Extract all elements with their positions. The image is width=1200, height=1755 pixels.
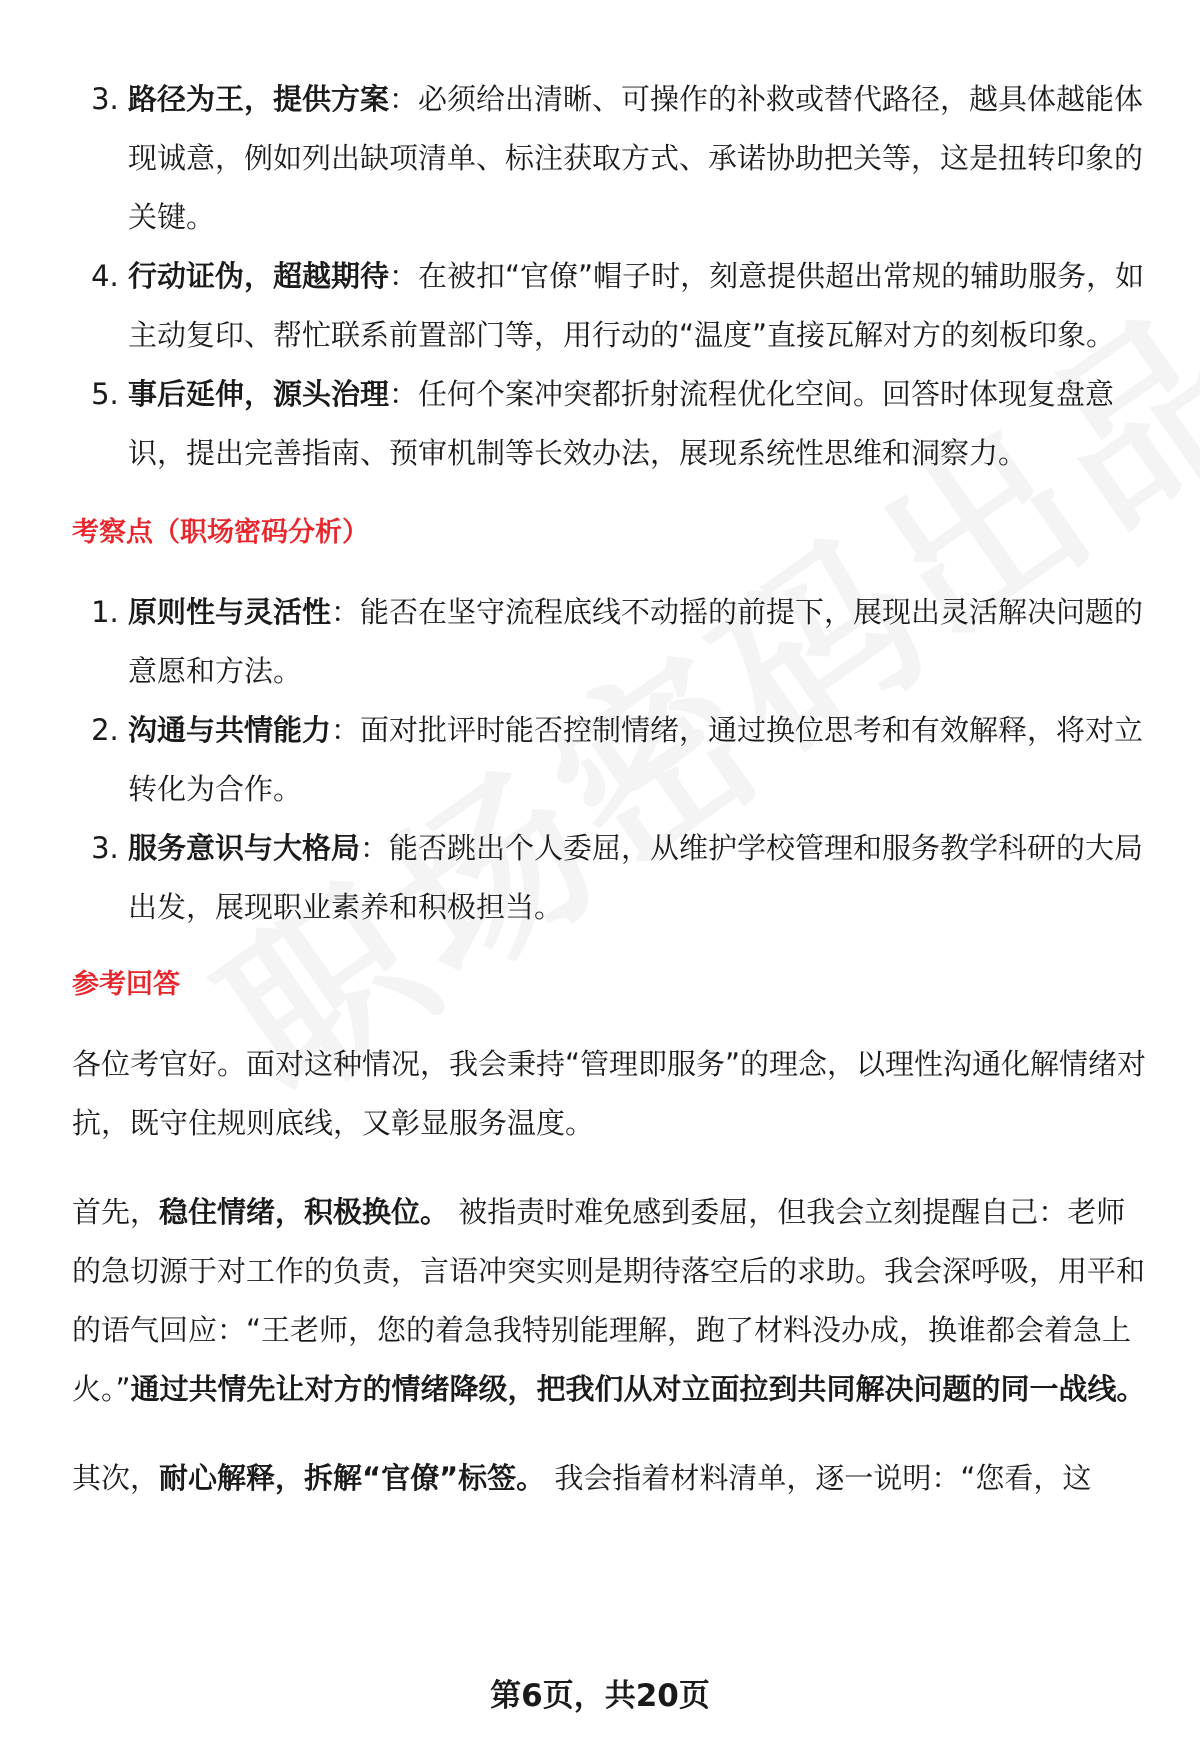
answer-heading: 参考回答 xyxy=(72,969,180,1000)
list-item-text: 必须给出清晰、可操作的补救或替代路径，越具体越能体现诚意，例如列出缺项清单、标注获取方式、承诺协助把关等，这是扭转印象的关键。 xyxy=(128,82,1144,234)
para-text: 被指责时难免感到委屈，但我会立刻提醒自己：老师的急切源于对工作的负责，言语冲突实则是期待落空后的求助。我会深呼吸，用平和的语气回应：“王老师，您的着急我特别能理解，跑了材料没办成，换谁都会着急上火。” xyxy=(72,1195,1146,1406)
document-body xyxy=(72,70,1152,1538)
list-item xyxy=(128,247,1152,365)
list-item-sep: ： xyxy=(360,831,390,865)
answer-intro: 各位考官好。面对这种情况，我会秉持“管理即服务”的理念，以理性沟通化解情绪对抗，既守住规则底线，又彰显服务温度。 xyxy=(72,1047,1147,1140)
criteria-heading: 考察点（职场密码分析） xyxy=(72,517,369,548)
list-item-title: 事后延伸，源头治理 xyxy=(128,377,390,411)
list-item xyxy=(128,365,1152,483)
list-item-title: 原则性与灵活性 xyxy=(128,595,332,629)
list-item-sep: ： xyxy=(389,259,419,293)
para-lead: 其次， xyxy=(72,1461,160,1495)
para-bold-lead: 稳住情绪，积极换位。 xyxy=(159,1195,450,1229)
list-item-text: 能否跳出个人委屈，从维护学校管理和服务教学科研的大局出发，展现职业素养和积极担当。 xyxy=(128,831,1144,924)
list-item-title: 沟通与共情能力 xyxy=(128,713,332,747)
para-bold-lead: 耐心解释，拆解“官僚”标签。 xyxy=(159,1461,546,1495)
list-item-sep: ： xyxy=(331,595,361,629)
answer-paragraph-2 xyxy=(72,1449,1152,1508)
list-item-title: 路径为王，提供方案 xyxy=(128,82,390,116)
list-item xyxy=(128,819,1152,937)
list-item-title: 行动证伪，超越期待 xyxy=(128,259,390,293)
list-item-sep: ： xyxy=(331,713,361,747)
para-text: 我会指着材料清单，逐一说明：“您看，这 xyxy=(545,1461,1092,1495)
para-lead: 首先， xyxy=(72,1195,160,1229)
list-item xyxy=(128,583,1152,701)
para-bold-summary: 通过共情先让对方的情绪降级，把我们从对立面拉到共同解决问题的同一战线。 xyxy=(130,1372,1146,1406)
list-item xyxy=(128,70,1152,247)
list-item-text: 面对批评时能否控制情绪，通过换位思考和有效解释，将对立转化为合作。 xyxy=(128,713,1144,806)
list-item-sep: ： xyxy=(389,82,419,116)
list-item-text: 任何个案冲突都折射流程优化空间。回答时体现复盘意识，提出完善指南、预审机制等长效办法，展现系统性思维和洞察力。 xyxy=(128,377,1115,470)
page-number: 第6页，共20页 xyxy=(490,1678,710,1714)
list-item xyxy=(128,701,1152,819)
criteria-list xyxy=(72,583,1152,937)
answer-paragraph-1 xyxy=(72,1183,1152,1419)
list-item-text: 能否在坚守流程底线不动摇的前提下，展现出灵活解决问题的意愿和方法。 xyxy=(128,595,1144,688)
list-item-sep: ： xyxy=(389,377,419,411)
list-item-title: 服务意识与大格局 xyxy=(128,831,361,865)
method-list xyxy=(72,70,1152,483)
list-item-text: 在被扣“官僚”帽子时，刻意提供超出常规的辅助服务，如主动复印、帮忙联系前置部门等，用行动的“温度”直接瓦解对方的刻板印象。 xyxy=(128,259,1145,352)
